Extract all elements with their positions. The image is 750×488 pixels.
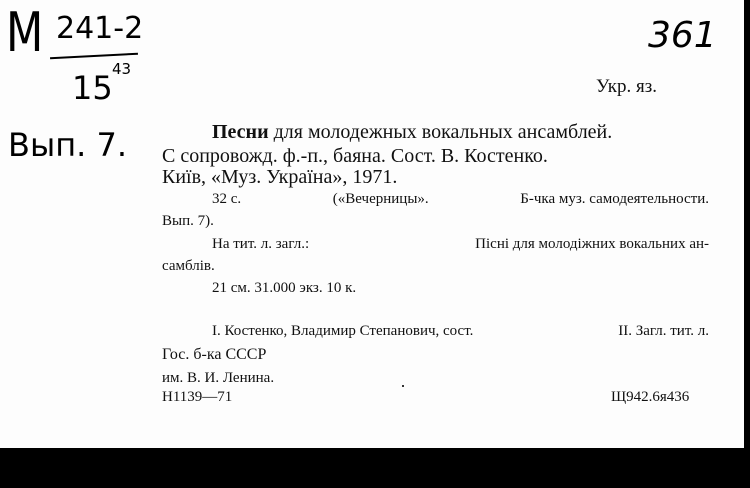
index-line-1 — [212, 323, 709, 340]
library-line-1: Гос. б-ка СССР — [162, 346, 267, 363]
shelf-mark-divider — [50, 53, 138, 60]
shelf-mark-bottom: 15 — [72, 69, 113, 107]
note-line-2: самблів. — [162, 258, 215, 274]
issue-note: Вып. 7. — [8, 126, 128, 164]
publisher-line: Київ, «Муз. Україна», 1971. — [162, 166, 398, 188]
shelf-mark-superscript: 43 — [112, 60, 132, 78]
note-title: Пісні для молодіжних вокальних ан- — [475, 236, 709, 252]
accompaniment-line: С сопровожд. ф.-п., баяна. Сост. В. Костенко. — [162, 145, 548, 167]
format-line: 21 см. 31.000 экз. 10 к. — [212, 280, 357, 296]
note-line-1 — [212, 236, 709, 253]
card-number: 361 — [648, 15, 717, 56]
code-left: Н1139—71 — [162, 389, 233, 405]
shelf-mark-top: 241-2 — [56, 11, 144, 46]
series-name: («Вечерницы». — [332, 191, 429, 207]
note-label: На тит. л. загл.: — [212, 236, 310, 252]
description-line-2: Вып. 7). — [162, 213, 214, 229]
title-bold: Песни — [212, 121, 269, 143]
code-right: Щ942.6я436 — [611, 389, 690, 405]
index-title: II. Загл. тит. л. — [618, 323, 709, 339]
ink-speck — [402, 385, 404, 387]
language-label: Укр. яз. — [596, 76, 658, 97]
pages: 32 с. — [212, 191, 242, 207]
description-line-1 — [212, 191, 709, 208]
series-library: Б-чка муз. самодеятельности. — [520, 191, 709, 207]
library-line-2: им. В. И. Ленина. — [162, 370, 275, 386]
shelf-mark-letter: М — [6, 1, 44, 64]
title-rest: для молодежных вокальных ансамблей. — [268, 121, 613, 143]
index-author: I. Костенко, Владимир Степанович, сост. — [212, 323, 474, 339]
title-line — [212, 121, 612, 144]
